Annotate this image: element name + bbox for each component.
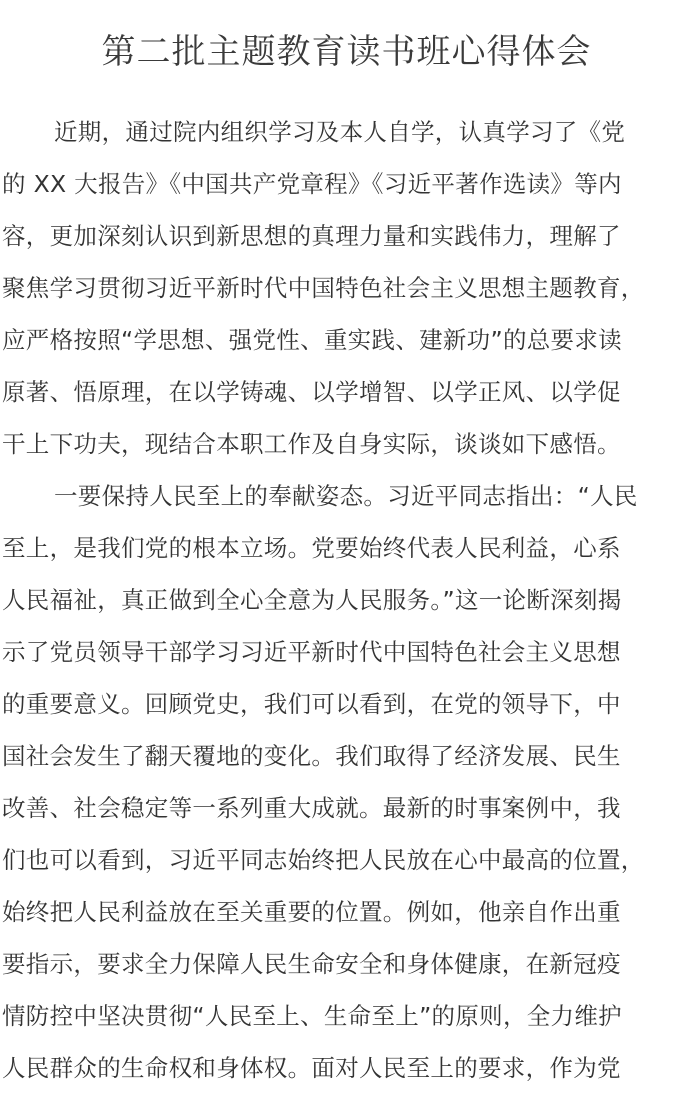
- text-line: 们也可以看到，习近平同志始终把人民放在心中最高的位置，: [2, 846, 645, 874]
- text-line: 的重要意义。回顾党史，我们可以看到，在党的领导下，中: [2, 690, 621, 718]
- text-line: 原著、悟原理，在以学铸魂、以学增智、以学正风、以学促: [2, 378, 621, 406]
- text-line: 国社会发生了翻天覆地的变化。我们取得了经济发展、民生: [2, 742, 621, 770]
- text-line: 改善、社会稳定等一系列重大成就。最新的时事案例中，我: [2, 794, 621, 822]
- text-line: 的 XX 大报告》《中国共产党章程》《习近平著作选读》等内: [2, 170, 622, 198]
- text-line: 始终把人民利益放在至关重要的位置。例如，他亲自作出重: [2, 898, 621, 926]
- document-title: 第二批主题教育读书班心得体会: [101, 32, 592, 72]
- text-line: 一要保持人民至上的奉献姿态。习近平同志指出：“人民: [54, 482, 638, 510]
- text-line: 聚焦学习贯彻习近平新时代中国特色社会主义思想主题教育，: [2, 274, 645, 302]
- text-line: 人民群众的生命权和身体权。面对人民至上的要求，作为党: [2, 1054, 621, 1082]
- text-line: 至上，是我们党的根本立场。党要始终代表人民利益，心系: [2, 534, 621, 562]
- text-line: 应严格按照“学思想、强党性、重实践、建新功”的总要求读: [2, 326, 622, 354]
- text-line: 要指示，要求全力保障人民生命安全和身体健康，在新冠疫: [2, 950, 621, 978]
- text-line: 近期，通过院内组织学习及本人自学，认真学习了《党: [54, 118, 626, 146]
- text-line: 示了党员领导干部学习习近平新时代中国特色社会主义思想: [2, 638, 621, 666]
- text-line: 情防控中坚决贯彻“人民至上、生命至上”的原则，全力维护: [2, 1002, 622, 1030]
- text-line: 人民福祉，真正做到全心全意为人民服务。”这一论断深刻揭: [2, 586, 622, 614]
- text-line: 容，更加深刻认识到新思想的真理力量和实践伟力，理解了: [2, 222, 621, 250]
- text-line: 干上下功夫，现结合本职工作及自身实际，谈谈如下感悟。: [2, 430, 621, 458]
- document-body: [2, 106, 693, 1094]
